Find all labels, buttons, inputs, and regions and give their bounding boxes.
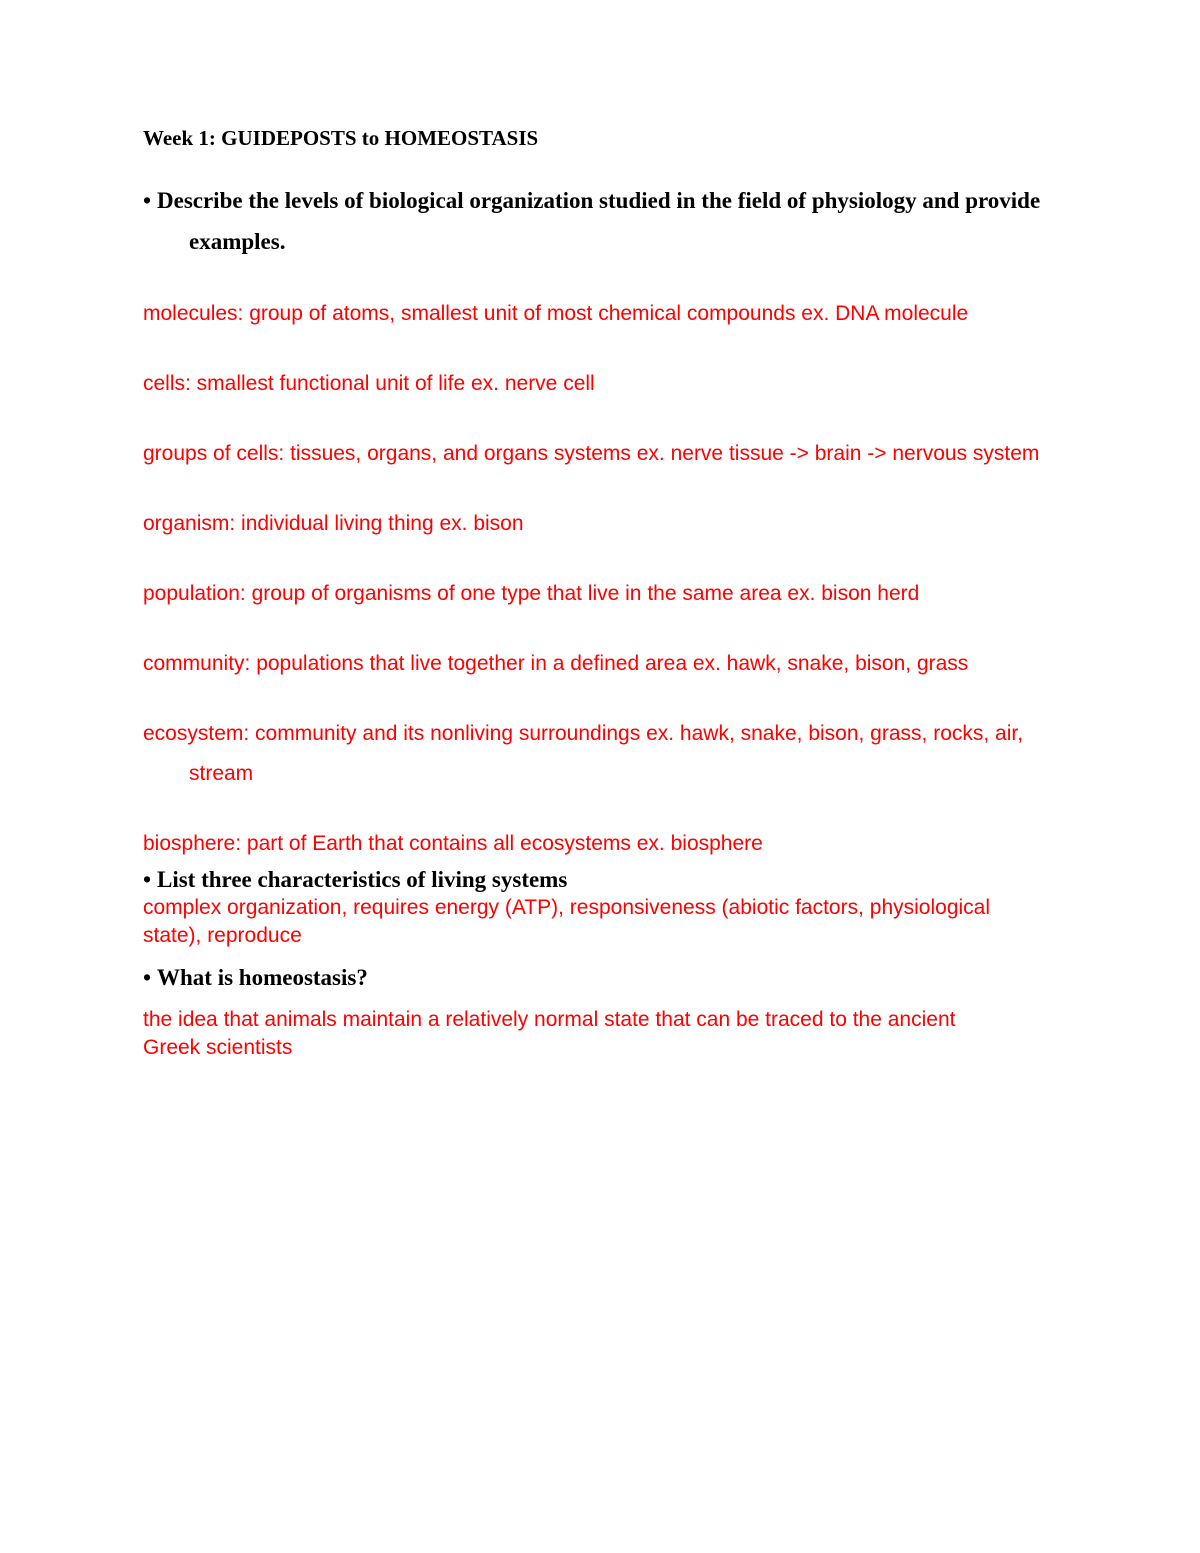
question-characteristics	[143, 866, 1043, 894]
question-levels-of-organization	[143, 180, 1043, 262]
document-title: Week 1: GUIDEPOSTS to HOMEOSTASIS	[143, 126, 539, 150]
question-text: List three characteristics of living systems	[157, 867, 568, 892]
answer-biosphere: biosphere: part of Earth that contains all ecosystems ex. biosphere	[143, 832, 763, 855]
question-text: What is homeostasis?	[157, 965, 368, 990]
answer-characteristics: complex organization, requires energy (ATP), responsiveness (abiotic factors, physiological state), reproduce	[143, 896, 991, 947]
bullet-icon: •	[143, 965, 152, 990]
answer-ecosystem: ecosystem: community and its nonliving surroundings ex. hawk, snake, bison, grass, rocks, air, stream	[143, 722, 1024, 785]
document-body	[143, 124, 1043, 1062]
answer-organism: organism: individual living thing ex. bison	[143, 512, 524, 535]
bullet-icon: •	[143, 188, 152, 213]
answer-groups-of-cells: groups of cells: tissues, organs, and organs systems ex. nerve tissue -> brain -> nervous system	[143, 442, 1040, 465]
answer-cells: cells: smallest functional unit of life ex. nerve cell	[143, 372, 595, 395]
answer-homeostasis: the idea that animals maintain a relatively normal state that can be traced to the ancient Greek scientists	[143, 1008, 956, 1059]
bullet-icon: •	[143, 867, 152, 892]
answer-population: population: group of organisms of one type that live in the same area ex. bison herd	[143, 582, 920, 605]
answer-community: community: populations that live together in a defined area ex. hawk, snake, bison, grass	[143, 652, 969, 675]
question-homeostasis	[143, 964, 1043, 992]
answer-molecules: molecules: group of atoms, smallest unit of most chemical compounds ex. DNA molecule	[143, 302, 969, 325]
question-text: Describe the levels of biological organization studied in the field of physiology and provide examples.	[157, 188, 1041, 254]
